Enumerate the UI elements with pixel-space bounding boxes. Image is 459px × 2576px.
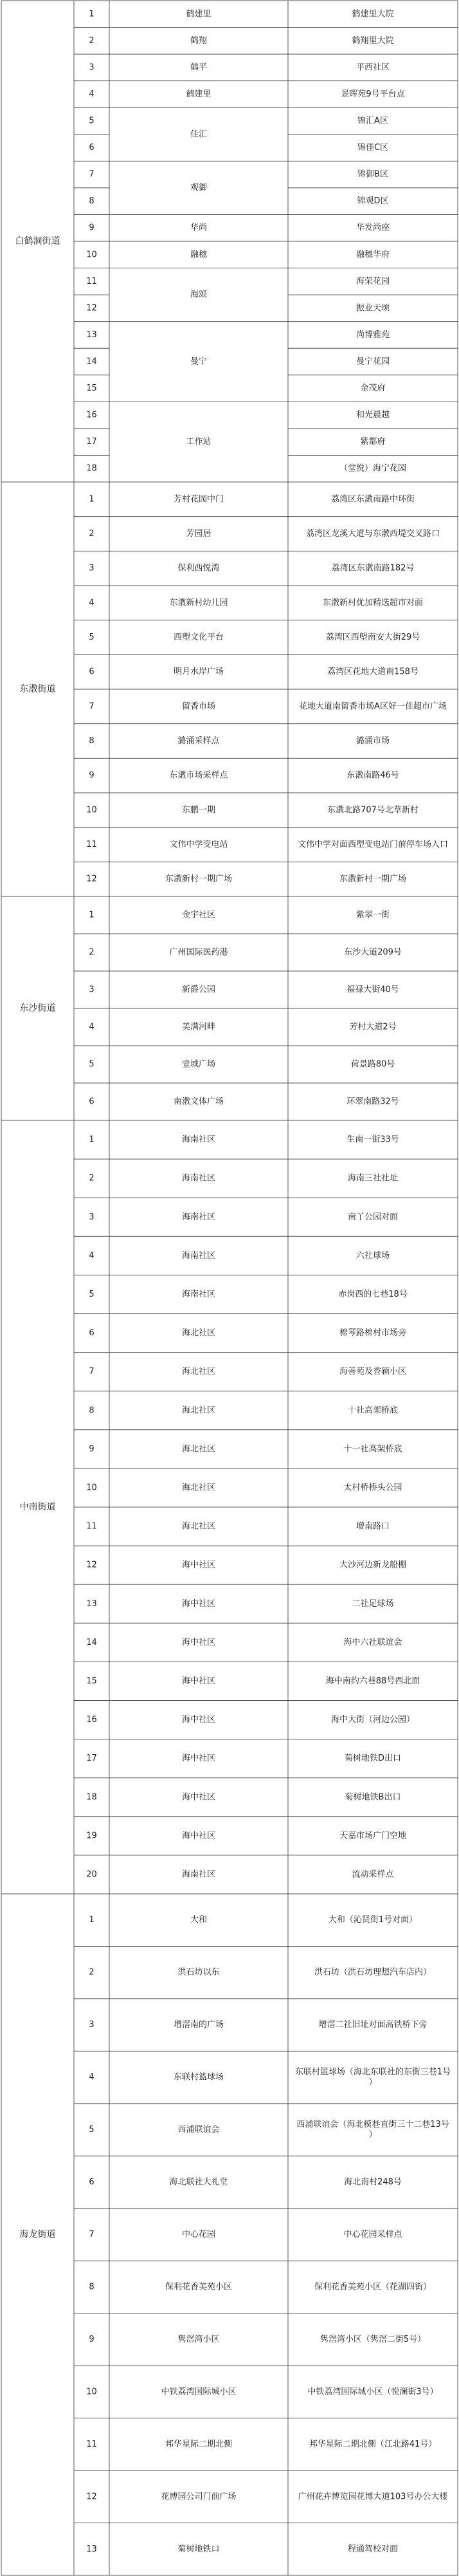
site-place: 海中社区 — [181, 1792, 216, 1802]
site-place: 海北社区 — [181, 1367, 216, 1377]
site-address: 和光晨越 — [356, 410, 390, 420]
site-address: 潞涌市场 — [356, 736, 390, 746]
site-place: 保利西悦湾 — [177, 563, 220, 573]
row-number: 9 — [89, 223, 94, 233]
site-place: 海南社区 — [181, 1173, 216, 1183]
site-address: 金茂府 — [360, 384, 386, 394]
site-address: 东联村篮球场（海北东联社的东街三巷1号 — [294, 2067, 451, 2077]
site-address: 邦华星际二期北侧（江北路41号） — [309, 2439, 437, 2449]
site-address: 十社高架桥底 — [347, 1405, 399, 1416]
site-place: 海中社区 — [181, 1831, 216, 1841]
site-place: 东漖新村一期广场 — [165, 874, 233, 884]
site-place: 海北社区 — [181, 1328, 216, 1339]
site-address: 保利花香美苑小区（花湖四街） — [314, 2282, 432, 2292]
site-address: 锦佳C区 — [357, 143, 389, 153]
site-place: 洪石坊以东 — [177, 1967, 220, 1978]
site-address: 海中南约六巷88号西北面 — [325, 1676, 420, 1686]
site-address: 东漖北路707号北草新村 — [327, 805, 419, 815]
site-place: 保利花香美苑小区 — [165, 2282, 233, 2292]
site-address: 天嘉市场广门空地 — [339, 1831, 407, 1841]
row-number: 12 — [86, 303, 97, 313]
row-number: 4 — [89, 598, 94, 608]
site-address: 隽滘湾小区（隽滘二街5号） — [320, 2334, 426, 2344]
row-number: 3 — [89, 1212, 94, 1222]
row-number: 5 — [89, 116, 94, 126]
site-address: 东沙大道209号 — [344, 947, 402, 958]
row-number: 2 — [89, 947, 94, 958]
row-number: 4 — [89, 89, 94, 99]
row-number: 12 — [86, 1560, 97, 1570]
site-place: 佳汇 — [190, 129, 208, 140]
site-address: 紫都府 — [360, 437, 386, 447]
row-number: 6 — [89, 143, 94, 153]
site-place: 东联村篮球场 — [173, 2072, 224, 2082]
district-name: 海龙街道 — [19, 2229, 56, 2240]
site-address: 锦御B区 — [357, 169, 388, 180]
site-address: 锦观D区 — [357, 196, 389, 207]
site-place: 南漖文体广场 — [173, 1097, 224, 1107]
site-place: 海中社区 — [181, 1560, 216, 1570]
site-place: 工作站 — [186, 437, 212, 447]
site-place: 海南社区 — [181, 1250, 216, 1261]
site-place: 海南社区 — [181, 1135, 216, 1145]
row-number: 1 — [89, 494, 94, 505]
row-number: 12 — [86, 874, 97, 884]
site-address: 大沙河边新龙船棚 — [339, 1560, 407, 1570]
site-place: 海北联社大礼堂 — [169, 2177, 228, 2187]
site-address: ） — [368, 2077, 377, 2088]
site-address: 赤岗西的七巷18号 — [338, 1289, 408, 1299]
site-address: 海中大街（河边公园） — [330, 1715, 415, 1725]
site-address: 海北南村248号 — [344, 2177, 402, 2187]
site-address: 棉琴路棉村市场旁 — [339, 1328, 407, 1339]
site-address: 海荣花园 — [356, 276, 390, 286]
site-address: 广州花卉博览园花博大道103号办公大楼 — [298, 2492, 448, 2502]
site-address: 十一社高架桥底 — [343, 1444, 402, 1454]
site-address: 中铁荔湾国际城小区（悦澜街3号） — [307, 2387, 438, 2397]
site-place: 西塱文化平台 — [173, 633, 224, 642]
row-number: 9 — [89, 2334, 94, 2344]
row-number: 8 — [89, 196, 94, 207]
row-number: 5 — [89, 2125, 94, 2135]
site-place: 新爵公园 — [181, 985, 216, 995]
site-address: 鹤翔里大院 — [352, 35, 394, 46]
site-place: 鹤平 — [190, 62, 208, 73]
row-number: 16 — [86, 1715, 97, 1725]
site-place: 广州国际医药港 — [169, 947, 228, 958]
row-number: 4 — [89, 1022, 94, 1032]
site-place: 鹤建里 — [186, 89, 212, 99]
site-address: 增南路口 — [356, 1521, 390, 1532]
site-address: 华发尚座 — [356, 223, 390, 233]
row-number: 16 — [86, 410, 97, 420]
district-name: 中南街道 — [19, 1502, 56, 1512]
row-number: 7 — [89, 701, 94, 712]
site-address: 尚博雅苑 — [356, 329, 390, 340]
site-place: 海北社区 — [181, 1444, 216, 1454]
row-number: 8 — [89, 2282, 94, 2292]
site-place: 美满河畔 — [181, 1022, 216, 1032]
site-address: ） — [368, 2130, 377, 2140]
row-number: 2 — [89, 529, 94, 539]
site-address: 紫翠一街 — [356, 910, 390, 920]
row-number: 15 — [86, 384, 97, 394]
site-address: 平西社区 — [356, 62, 390, 73]
row-number: 6 — [89, 2177, 94, 2187]
row-number: 10 — [86, 805, 97, 815]
row-number: 7 — [89, 2230, 94, 2239]
site-place: 东鹏一期 — [181, 805, 216, 815]
row-number: 1 — [89, 1135, 94, 1145]
row-number: 2 — [89, 1967, 94, 1978]
site-place: 海南社区 — [181, 1212, 216, 1222]
row-number: 10 — [86, 1483, 97, 1493]
row-number: 11 — [86, 1521, 97, 1532]
site-address: 东漖新村一期广场 — [339, 874, 407, 884]
site-place: 芳园居 — [186, 529, 212, 539]
site-place: 东漖新村幼儿园 — [169, 598, 228, 608]
site-place: 花博园公司门前广场 — [161, 2492, 237, 2502]
site-address: 荔湾区龙溪大道与东漖西堤交叉路口 — [305, 529, 440, 539]
row-number: 14 — [86, 1637, 97, 1647]
site-place: 明月水岸广场 — [173, 667, 224, 677]
site-address: 中心花园采样点 — [343, 2230, 402, 2239]
site-address: 东漖南路46号 — [346, 770, 399, 781]
site-address: 海善苑及香颖小区 — [339, 1367, 407, 1377]
site-place: 海北社区 — [181, 1483, 216, 1493]
site-address: 程通驾校对面 — [347, 2544, 399, 2554]
row-number: 4 — [89, 1250, 94, 1261]
site-address: 文伟中学对面西塱变电站门前停车场入口 — [297, 840, 449, 849]
row-number: 1 — [89, 9, 94, 19]
site-place: 增滘南的广场 — [173, 2020, 224, 2030]
row-number: 20 — [86, 1869, 97, 1880]
row-number: 12 — [86, 2492, 97, 2502]
site-address: 生南一街33号 — [346, 1135, 399, 1145]
site-place: 菊树地铁口 — [177, 2544, 220, 2554]
site-address: 曼宁花园 — [356, 357, 390, 367]
site-place: 海中社区 — [181, 1715, 216, 1725]
row-number: 5 — [89, 1059, 94, 1070]
site-address: 融穗华府 — [356, 250, 390, 260]
row-number: 14 — [86, 357, 97, 367]
row-number: 17 — [86, 437, 97, 447]
site-address: 二社足球场 — [352, 1598, 394, 1609]
row-number: 13 — [86, 1598, 97, 1609]
site-place: 海中社区 — [181, 1754, 216, 1764]
site-address: 福禄大街40号 — [346, 985, 399, 995]
site-address: 景晖苑9号平台点 — [341, 89, 405, 99]
site-place: 留香市场 — [181, 701, 216, 712]
site-address: 芳村大道2号 — [349, 1022, 397, 1032]
site-address: 荔湾区东漖南路182号 — [331, 563, 415, 573]
row-number: 7 — [89, 1367, 94, 1377]
row-number: 9 — [89, 770, 94, 781]
site-place: 海北社区 — [181, 1405, 216, 1416]
site-address: （堂悦）海宁花园 — [339, 463, 407, 474]
district-name: 白鹤洞街道 — [15, 236, 60, 246]
site-address: 西浦联谊会（海北模巷直街三十二巷13号 — [296, 2120, 449, 2130]
row-number: 13 — [86, 2544, 97, 2554]
site-address: 东漖新村优加精选超市对面 — [322, 598, 424, 608]
row-number: 3 — [89, 2020, 94, 2030]
site-address: 荔湾区花地大道南158号 — [327, 667, 419, 677]
site-place: 壹城广场 — [181, 1059, 216, 1070]
row-number: 11 — [86, 276, 97, 286]
site-address: 流动采样点 — [352, 1869, 394, 1880]
site-address: 洪石坊（洪石坊理想汽车店内） — [314, 1967, 432, 1978]
row-number: 6 — [89, 667, 94, 677]
district-name: 东沙街道 — [19, 1003, 56, 1014]
site-address: 环翠南路32号 — [346, 1097, 399, 1107]
row-number: 4 — [89, 2072, 94, 2082]
site-address: 鹤建里大院 — [352, 9, 394, 19]
row-number: 1 — [89, 910, 94, 920]
site-place: 中心花园 — [181, 2230, 216, 2239]
row-number: 1 — [89, 1915, 94, 1925]
row-number: 9 — [89, 1444, 94, 1454]
site-address: 振业天颂 — [356, 303, 390, 313]
site-place: 鹤翔 — [190, 35, 208, 46]
row-number: 18 — [86, 463, 97, 474]
row-number: 6 — [89, 1328, 94, 1339]
district-name: 东漖街道 — [19, 684, 56, 694]
site-place: 曼宁 — [190, 357, 208, 367]
site-place: 海中社区 — [181, 1637, 216, 1647]
site-place: 海南社区 — [181, 1869, 216, 1880]
site-place: 海南社区 — [181, 1289, 216, 1299]
site-place: 中铁荔湾国际城小区 — [161, 2387, 237, 2397]
site-place: 大和 — [190, 1915, 208, 1925]
row-number: 2 — [89, 35, 94, 46]
site-place: 海中社区 — [181, 1676, 216, 1686]
site-address: 荷景路80号 — [350, 1059, 395, 1070]
row-number: 6 — [89, 1097, 94, 1107]
row-number: 13 — [86, 329, 97, 340]
row-number: 10 — [86, 250, 97, 260]
row-number: 3 — [89, 62, 94, 73]
row-number: 5 — [89, 633, 94, 642]
row-number: 7 — [89, 169, 94, 180]
row-number: 17 — [86, 1754, 97, 1764]
site-address: 太村桥桥头公园 — [343, 1483, 402, 1493]
site-place: 融穗 — [190, 250, 208, 260]
site-place: 芳村花园中门 — [173, 494, 224, 505]
row-number: 8 — [89, 1405, 94, 1416]
site-place: 海北社区 — [181, 1521, 216, 1532]
site-place: 鹤建里 — [186, 9, 212, 19]
site-place: 海颂 — [190, 290, 208, 300]
site-address: 六社球场 — [356, 1250, 390, 1261]
row-number: 3 — [89, 563, 94, 573]
site-place: 华尚 — [190, 223, 208, 233]
row-number: 19 — [86, 1831, 97, 1841]
row-number: 11 — [86, 2439, 97, 2449]
site-place: 东漖市场采样点 — [169, 770, 228, 781]
site-address: 菊树地铁B出口 — [345, 1792, 401, 1802]
site-address: 大和（沁贤街1号对面） — [328, 1915, 418, 1925]
site-address: 海中六社联谊会 — [343, 1637, 402, 1647]
site-address: 海南三社社址 — [347, 1173, 399, 1183]
site-address: 花地大道南留香市场A区好一佳超市广场 — [299, 701, 447, 712]
row-number: 10 — [86, 2387, 97, 2397]
site-place: 潞涌采样点 — [177, 736, 220, 746]
site-place: 观御 — [190, 183, 208, 193]
site-address: 荔湾区东漖南路中环街 — [330, 494, 415, 505]
row-number: 11 — [86, 840, 97, 849]
site-place: 文伟中学变电站 — [169, 840, 228, 849]
site-place: 隽滘湾小区 — [177, 2334, 220, 2344]
site-address: 增滘二社旧址对面高铁桥下旁 — [318, 2020, 428, 2030]
site-place: 邦华星际二期北侧 — [165, 2439, 233, 2449]
site-address: 锦汇A区 — [357, 116, 388, 126]
site-place: 金宇社区 — [181, 910, 216, 920]
site-address: 菊树地铁D出口 — [344, 1754, 402, 1764]
row-number: 8 — [89, 736, 94, 746]
site-address: 南丫公园对面 — [347, 1212, 399, 1222]
site-place: 海中社区 — [181, 1598, 216, 1609]
row-number: 3 — [89, 985, 94, 995]
row-number: 2 — [89, 1173, 94, 1183]
site-place: 西浦联谊会 — [177, 2125, 220, 2135]
row-number: 15 — [86, 1676, 97, 1686]
row-number: 18 — [86, 1792, 97, 1802]
site-address: 荔湾区西塱南安大街29号 — [325, 633, 420, 642]
row-number: 5 — [89, 1289, 94, 1299]
